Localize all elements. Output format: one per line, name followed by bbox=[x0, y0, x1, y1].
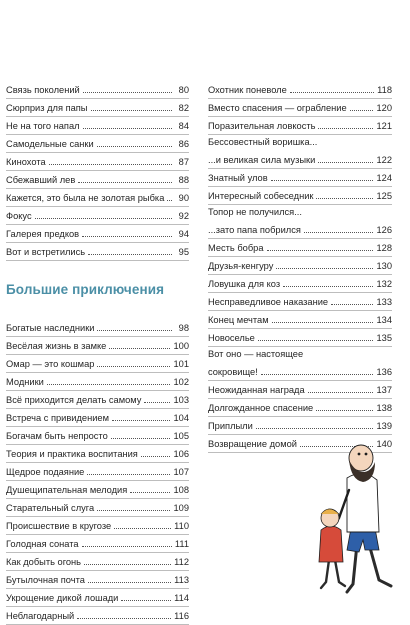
toc-entry[interactable] bbox=[208, 205, 392, 221]
toc-entry[interactable] bbox=[6, 535, 189, 553]
toc-entry-title: Долгожданное спасение bbox=[208, 403, 314, 413]
toc-entry-page-number: 114 bbox=[174, 593, 189, 603]
toc-entry-page-number: 88 bbox=[178, 175, 189, 185]
dot-leader bbox=[256, 428, 374, 429]
dot-leader bbox=[97, 146, 172, 147]
toc-entry-title: ...и великая сила музыки bbox=[208, 155, 316, 165]
toc-entry-title: Неожиданная награда bbox=[208, 385, 305, 395]
toc-list-part1 bbox=[6, 81, 189, 261]
toc-entry-page-number: 108 bbox=[173, 485, 189, 495]
toc-entry-title: Сюрприз для папы bbox=[6, 103, 88, 113]
dot-leader bbox=[111, 438, 171, 439]
toc-entry[interactable] bbox=[208, 221, 392, 239]
toc-entry-title: Фокус bbox=[6, 211, 32, 221]
toc-entry-title: ...зато папа побрился bbox=[208, 225, 301, 235]
toc-entry-page-number: 128 bbox=[376, 243, 392, 253]
dot-leader bbox=[350, 110, 374, 111]
toc-entry-title: Охотник поневоле bbox=[208, 85, 287, 95]
toc-entry[interactable] bbox=[208, 99, 392, 117]
toc-entry[interactable] bbox=[208, 257, 392, 275]
dot-leader bbox=[82, 546, 172, 547]
toc-entry[interactable] bbox=[6, 225, 189, 243]
dot-leader bbox=[83, 92, 172, 93]
dot-leader bbox=[97, 330, 172, 331]
toc-entry-page-number: 121 bbox=[376, 121, 392, 131]
toc-entry[interactable] bbox=[6, 135, 189, 153]
toc-entry-title: Бутылочная почта bbox=[6, 575, 85, 585]
toc-entry[interactable] bbox=[208, 169, 392, 187]
dot-leader bbox=[83, 128, 172, 129]
toc-entry[interactable] bbox=[6, 499, 189, 517]
toc-entry-page-number: 138 bbox=[376, 403, 392, 413]
toc-entry-page-number: 122 bbox=[376, 155, 392, 165]
dot-leader bbox=[88, 582, 171, 583]
toc-entry-title: Не на того напал bbox=[6, 121, 80, 131]
toc-entry-title: Возвращение домой bbox=[208, 439, 297, 449]
section-title: Большие приключения bbox=[6, 282, 165, 297]
toc-entry-title: Топор не получился... bbox=[208, 207, 302, 217]
toc-entry-page-number: 137 bbox=[376, 385, 392, 395]
toc-entry-page-number: 80 bbox=[178, 85, 189, 95]
toc-entry-title: Конец мечтам bbox=[208, 315, 269, 325]
dot-leader bbox=[47, 384, 171, 385]
toc-entry[interactable] bbox=[208, 187, 392, 205]
toc-entry-page-number: 125 bbox=[376, 191, 392, 201]
dot-leader bbox=[84, 564, 171, 565]
dot-leader bbox=[318, 128, 373, 129]
toc-entry-title: Весёлая жизнь в замке bbox=[6, 341, 107, 351]
toc-entry[interactable] bbox=[6, 463, 189, 481]
toc-entry-page-number: 111 bbox=[174, 539, 189, 549]
dot-leader bbox=[35, 218, 172, 219]
toc-entry-title: Щедрое подаяние bbox=[6, 467, 85, 477]
dot-leader bbox=[82, 236, 172, 237]
dot-leader bbox=[316, 198, 373, 199]
toc-entry-title: Самодельные санки bbox=[6, 139, 94, 149]
toc-entry[interactable] bbox=[208, 81, 392, 99]
toc-entry[interactable] bbox=[208, 293, 392, 311]
toc-entry[interactable] bbox=[208, 381, 392, 399]
dot-leader bbox=[87, 474, 170, 475]
toc-entry-page-number: 139 bbox=[376, 421, 392, 431]
dot-leader bbox=[267, 250, 374, 251]
toc-entry[interactable] bbox=[6, 517, 189, 535]
dot-leader bbox=[112, 420, 171, 421]
dot-leader bbox=[130, 492, 170, 493]
child-figure bbox=[319, 509, 345, 588]
toc-entry-page-number: 112 bbox=[174, 557, 189, 567]
toc-entry-page-number: 82 bbox=[178, 103, 189, 113]
dot-leader bbox=[78, 182, 172, 183]
toc-entry-title: Поразительная ловкость bbox=[208, 121, 316, 131]
toc-entry-title: Месть бобра bbox=[208, 243, 264, 253]
toc-entry-title: Неблагодарный bbox=[6, 611, 75, 621]
dot-leader bbox=[114, 528, 171, 529]
toc-column-right bbox=[208, 81, 392, 453]
toc-entry-page-number: 95 bbox=[178, 247, 189, 257]
dot-leader bbox=[258, 340, 374, 341]
father-figure bbox=[333, 445, 391, 592]
toc-entry[interactable] bbox=[208, 275, 392, 293]
toc-entry-title: Кинохота bbox=[6, 157, 46, 167]
toc-entry-title: Знатный улов bbox=[208, 173, 268, 183]
dot-leader bbox=[109, 348, 170, 349]
dot-leader bbox=[144, 402, 170, 403]
toc-entry[interactable] bbox=[6, 171, 189, 189]
toc-entry[interactable] bbox=[6, 589, 189, 607]
toc-entry-title: Интересный собеседник bbox=[208, 191, 314, 201]
toc-entry-page-number: 106 bbox=[173, 449, 189, 459]
toc-entry-title: Встреча с привидением bbox=[6, 413, 109, 423]
toc-entry-page-number: 136 bbox=[376, 367, 392, 377]
toc-entry-title: Несправедливое наказание bbox=[208, 297, 329, 307]
toc-entry-page-number: 86 bbox=[178, 139, 189, 149]
dot-leader bbox=[121, 600, 171, 601]
toc-entry-page-number: 98 bbox=[178, 323, 189, 333]
toc-entry[interactable] bbox=[6, 337, 189, 355]
toc-entry-page-number: 104 bbox=[173, 413, 189, 423]
toc-entry-title: Связь поколений bbox=[6, 85, 80, 95]
toc-entry[interactable] bbox=[6, 445, 189, 463]
toc-entry-title: Вот оно — настоящее bbox=[208, 349, 304, 359]
toc-entry-title: Омар — это кошмар bbox=[6, 359, 95, 369]
toc-entry[interactable] bbox=[6, 571, 189, 589]
toc-list-right bbox=[208, 81, 392, 453]
toc-entry-title: Богачам быть непросто bbox=[6, 431, 108, 441]
toc-entry-page-number: 101 bbox=[173, 359, 189, 369]
toc-entry-page-number: 107 bbox=[173, 467, 189, 477]
toc-entry-page-number: 84 bbox=[178, 121, 189, 131]
father-and-son-illustration bbox=[313, 432, 399, 602]
toc-entry-page-number: 102 bbox=[173, 377, 189, 387]
toc-entry-title: Богатые наследники bbox=[6, 323, 95, 333]
toc-entry-page-number: 105 bbox=[173, 431, 189, 441]
toc-entry[interactable] bbox=[6, 189, 189, 207]
toc-entry-page-number: 135 bbox=[376, 333, 392, 343]
toc-entry[interactable] bbox=[6, 409, 189, 427]
dot-leader bbox=[290, 92, 374, 93]
dot-leader bbox=[88, 254, 172, 255]
toc-entry[interactable] bbox=[208, 151, 392, 169]
toc-entry[interactable] bbox=[6, 243, 189, 261]
toc-entry[interactable] bbox=[6, 553, 189, 571]
dot-leader bbox=[141, 456, 171, 457]
toc-entry-page-number: 103 bbox=[173, 395, 189, 405]
section-spacer bbox=[6, 301, 189, 319]
toc-entry[interactable] bbox=[6, 481, 189, 499]
dot-leader bbox=[91, 110, 173, 111]
toc-entry[interactable] bbox=[6, 391, 189, 409]
toc-entry-page-number: 132 bbox=[376, 279, 392, 289]
dot-leader bbox=[318, 162, 373, 163]
toc-entry-title: Друзья-кенгуру bbox=[208, 261, 274, 271]
toc-entry-title: Новоселье bbox=[208, 333, 255, 343]
toc-entry-title: Душещипательная мелодия bbox=[6, 485, 128, 495]
dot-leader bbox=[331, 304, 373, 305]
toc-entry[interactable] bbox=[208, 399, 392, 417]
dot-leader bbox=[271, 180, 374, 181]
toc-entry-page-number: 120 bbox=[376, 103, 392, 113]
toc-entry-title: Всё приходится делать самому bbox=[6, 395, 142, 405]
toc-entry-page-number: 140 bbox=[376, 439, 392, 449]
dot-leader bbox=[167, 200, 172, 201]
toc-entry[interactable] bbox=[208, 329, 392, 347]
toc-entry[interactable] bbox=[6, 319, 189, 337]
toc-entry-title: Старательный слуга bbox=[6, 503, 95, 513]
toc-entry-page-number: 100 bbox=[173, 341, 189, 351]
toc-entry-title: Голодная соната bbox=[6, 539, 79, 549]
dot-leader bbox=[97, 510, 170, 511]
toc-entry[interactable] bbox=[208, 363, 392, 381]
toc-entry-page-number: 92 bbox=[178, 211, 189, 221]
toc-entry-title: Приплыли bbox=[208, 421, 253, 431]
section-heading bbox=[6, 261, 189, 301]
toc-entry-page-number: 94 bbox=[178, 229, 189, 239]
toc-entry-page-number: 87 bbox=[178, 157, 189, 167]
toc-entry-page-number: 118 bbox=[377, 85, 392, 95]
dot-leader bbox=[308, 392, 374, 393]
dot-leader bbox=[77, 618, 171, 619]
toc-entry-page-number: 126 bbox=[376, 225, 392, 235]
toc-entry[interactable] bbox=[6, 427, 189, 445]
toc-entry-title: Как добыть огонь bbox=[6, 557, 82, 567]
dot-leader bbox=[316, 410, 373, 411]
toc-entry[interactable] bbox=[208, 239, 392, 257]
toc-entry[interactable] bbox=[6, 81, 189, 99]
toc-entry[interactable] bbox=[6, 207, 189, 225]
toc-entry-title: Модники bbox=[6, 377, 44, 387]
toc-list-part2 bbox=[6, 319, 189, 625]
toc-entry[interactable] bbox=[208, 347, 392, 363]
toc-entry-title: Сбежавший лев bbox=[6, 175, 76, 185]
toc-entry[interactable] bbox=[208, 135, 392, 151]
toc-entry-page-number: 109 bbox=[173, 503, 189, 513]
toc-entry[interactable] bbox=[6, 99, 189, 117]
toc-entry-page-number: 113 bbox=[174, 575, 189, 585]
toc-entry-page-number: 134 bbox=[376, 315, 392, 325]
toc-entry-page-number: 133 bbox=[376, 297, 392, 307]
toc-entry-title: Происшествие в кругозе bbox=[6, 521, 112, 531]
dot-leader bbox=[272, 322, 374, 323]
toc-entry-title: Вот и встретились bbox=[6, 247, 86, 257]
toc-entry[interactable] bbox=[6, 607, 189, 625]
toc-entry-title: Кажется, это была не золотая рыбка bbox=[6, 193, 165, 203]
toc-entry-page-number: 110 bbox=[174, 521, 189, 531]
dot-leader bbox=[283, 286, 373, 287]
toc-entry-title: Теория и практика воспитания bbox=[6, 449, 138, 459]
dot-leader bbox=[49, 164, 172, 165]
toc-entry-title: Бессовестный воришка... bbox=[208, 137, 318, 147]
toc-entry-title: сокровище! bbox=[208, 367, 258, 377]
toc-entry[interactable] bbox=[208, 311, 392, 329]
dot-leader bbox=[97, 366, 170, 367]
toc-entry[interactable] bbox=[6, 355, 189, 373]
toc-column-left bbox=[6, 81, 189, 625]
toc-entry-page-number: 90 bbox=[178, 193, 189, 203]
toc-entry-title: Галерея предков bbox=[6, 229, 80, 239]
dot-leader bbox=[261, 374, 374, 375]
toc-entry-title: Ловушка для коз bbox=[208, 279, 281, 289]
toc-entry-title: Укрощение дикой лошади bbox=[6, 593, 119, 603]
toc-entry-page-number: 116 bbox=[174, 611, 189, 621]
toc-entry[interactable] bbox=[208, 117, 392, 135]
dot-leader bbox=[276, 268, 373, 269]
toc-entry[interactable] bbox=[6, 153, 189, 171]
toc-entry[interactable] bbox=[6, 117, 189, 135]
toc-entry-page-number: 130 bbox=[376, 261, 392, 271]
toc-entry-page-number: 124 bbox=[376, 173, 392, 183]
toc-entry[interactable] bbox=[6, 373, 189, 391]
toc-entry-title: Вместо спасения — ограбление bbox=[208, 103, 347, 113]
dot-leader bbox=[304, 232, 374, 233]
